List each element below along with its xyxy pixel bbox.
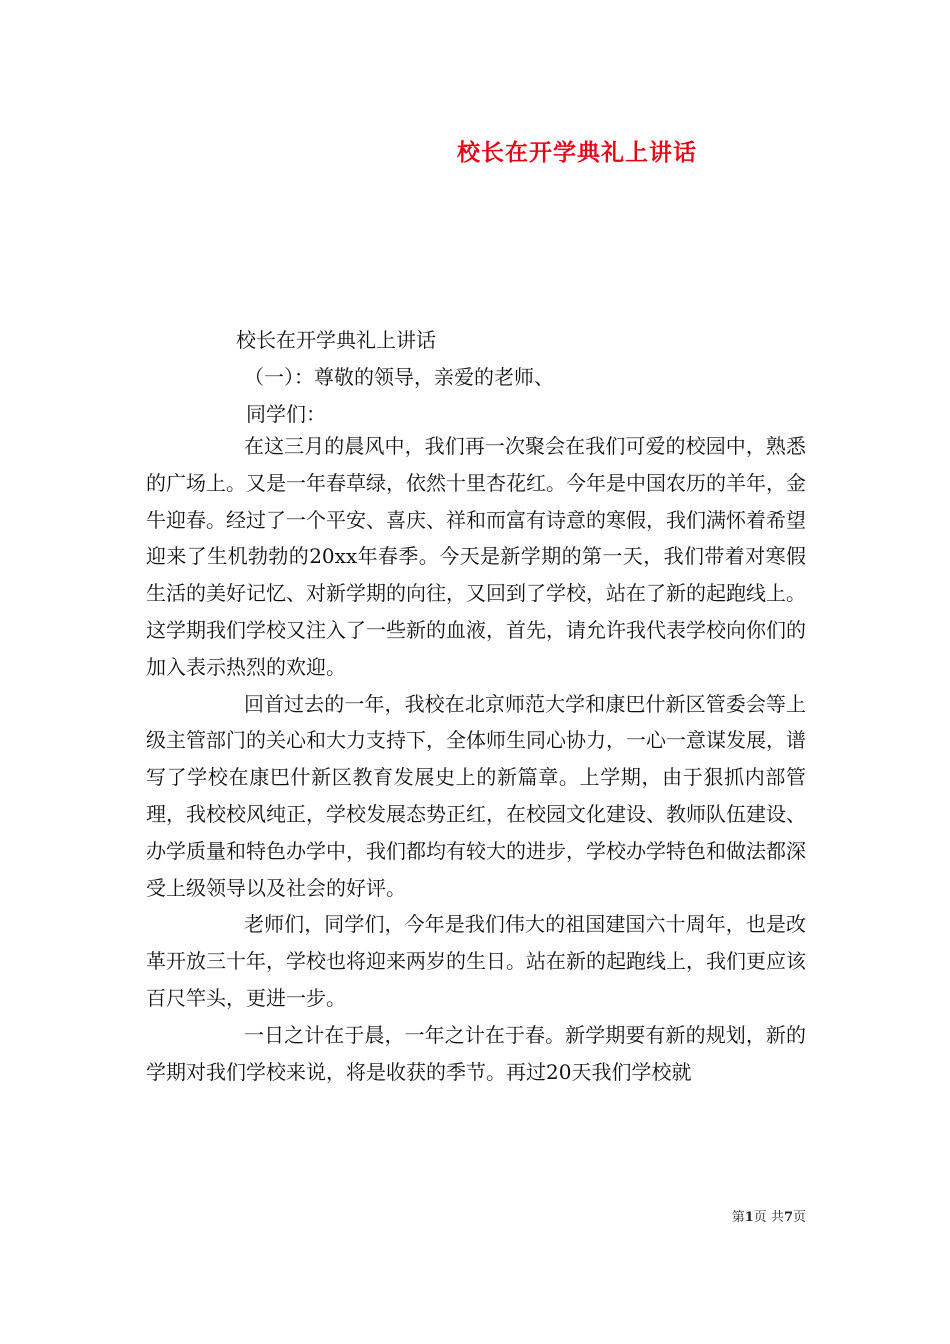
- page-footer: [0, 1206, 806, 1225]
- section-marker: （一）：尊敬的领导，亲爱的老师、: [244, 365, 554, 389]
- footer-total-pages: 7: [783, 1210, 793, 1225]
- paragraph-1: 在这三月的晨风中，我们再一次聚会在我们可爱的校园中，熟悉的广场上。又是一年春草绿，依然十里杏花红。今年是中国农历的羊年，金牛迎春。经过了一个平安、喜庆、祥和而富有诗意的寒假，我们满怀着希望迎来了生机勃勃的20xx年春季。今天是新学期的第一天，我们带着对寒假生活的美好记忆、对新学期的向往，又回到了学校，站在了新的起跑线上。这学期我们学校又注入了一些新的血液，首先，请允许我代表学校向你们的加入表示热烈的欢迎。: [146, 434, 806, 679]
- paragraph-2: 回首过去的一年，我校在北京师范大学和康巴什新区管委会等上级主管部门的关心和大力支持下，全体师生同心协力，一心一意谋发展，谱写了学校在康巴什新区教育发展史上的新篇章。上学期，由于狠抓内部管理，我校校风纯正，学校发展态势正红，在校园文化建设、教师队伍建设、办学质量和特色办学中，我们都均有较大的进步，学校办学特色和做法都深受上级领导以及社会的好评。: [146, 691, 806, 900]
- footer-prefix: 第: [731, 1210, 745, 1225]
- paragraph-4: 一日之计在于晨，一年之计在于春。新学期要有新的规划，新的学期对我们学校来说，将是收获的季节。再过20天我们学校就: [146, 1022, 806, 1084]
- footer-current-page: 1: [744, 1210, 754, 1225]
- document-title: 校长在开学典礼上讲话: [457, 139, 697, 166]
- footer-middle: 页 共: [753, 1210, 784, 1225]
- paragraph-3: 老师们，同学们，今年是我们伟大的祖国建国六十周年，也是改革开放三十年，学校也将迎来两岁的生日。站在新的起跑线上，我们更应该百尺竿头，更进一步。: [146, 912, 806, 1010]
- footer-suffix: 页: [792, 1210, 806, 1225]
- speech-heading: 校长在开学典礼上讲话: [236, 328, 436, 352]
- body-text: [146, 428, 806, 1090]
- salutation: 同学们：: [246, 402, 326, 426]
